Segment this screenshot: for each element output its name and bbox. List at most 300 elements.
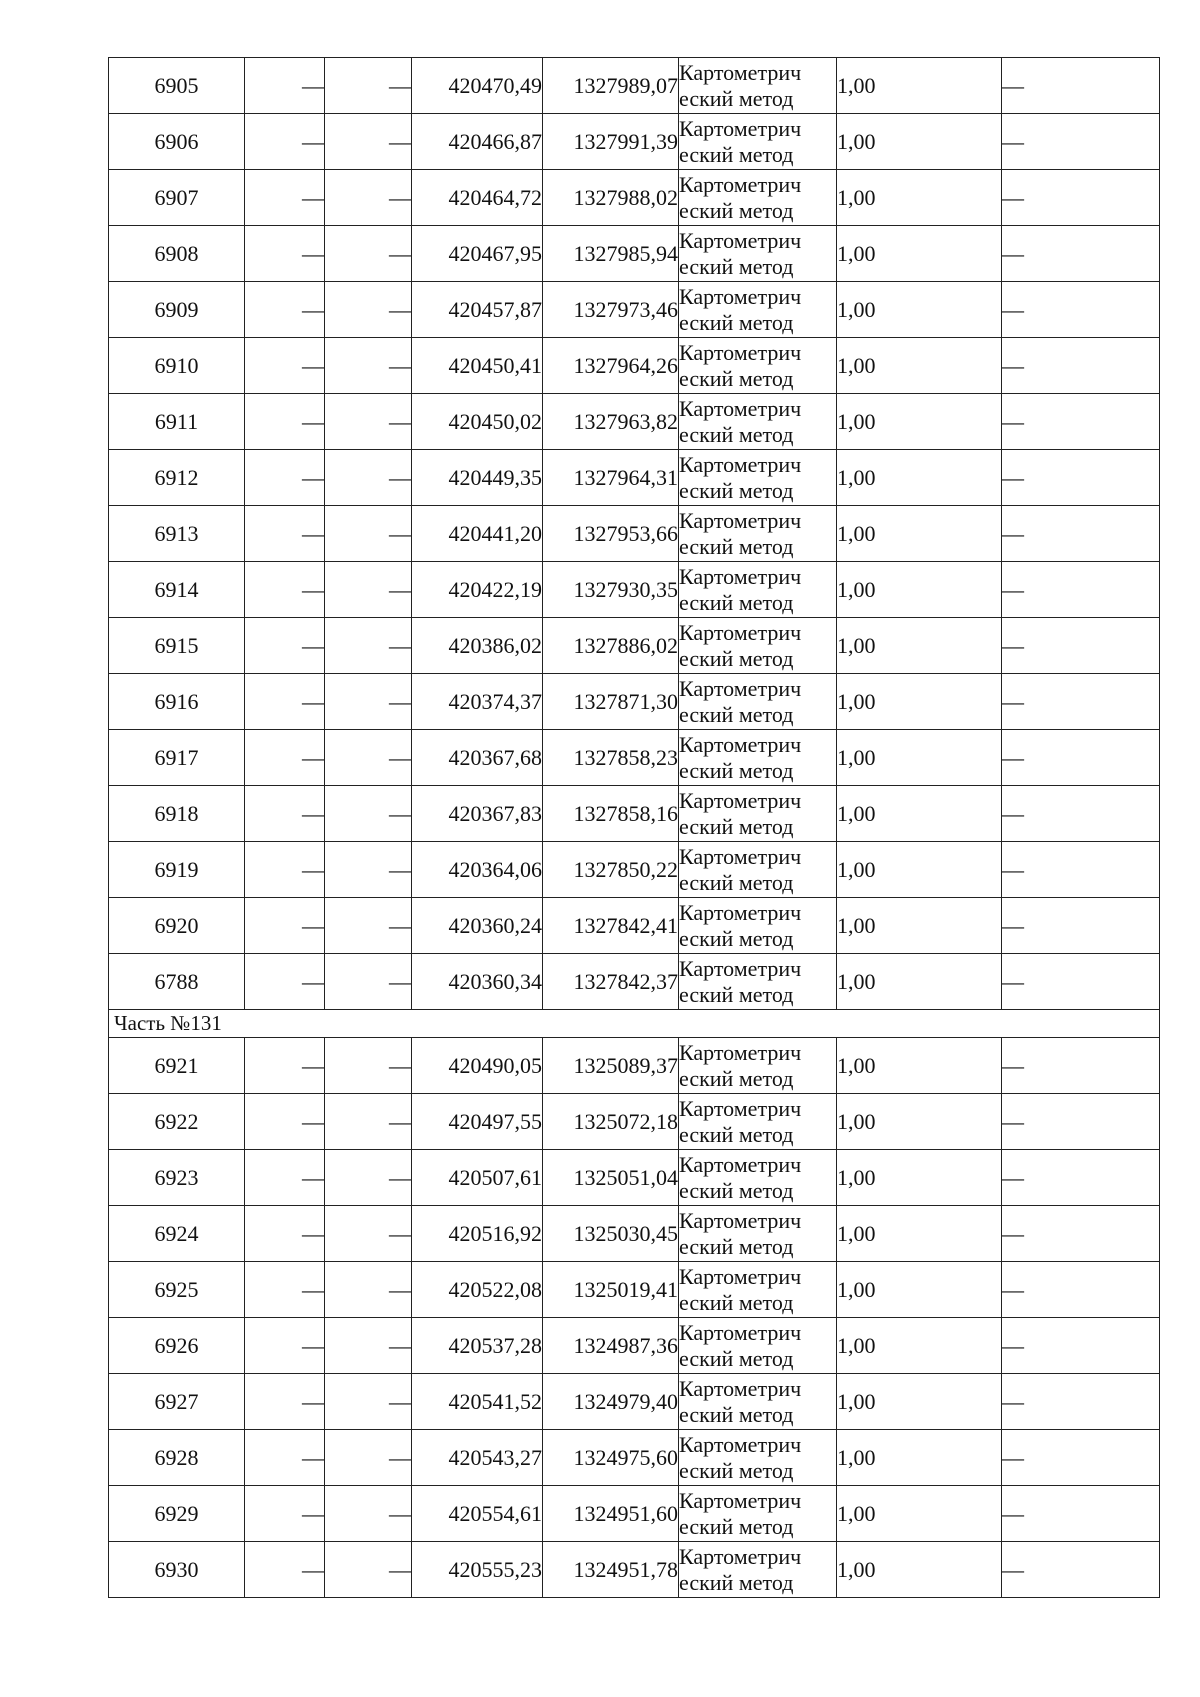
method-line2: еский метод xyxy=(679,981,794,1007)
coord-x: 420360,34 xyxy=(412,954,543,1010)
method-cell xyxy=(679,226,837,282)
accuracy-cell: 1,00 xyxy=(837,58,1002,114)
coord-y: 1327842,37 xyxy=(543,954,679,1010)
dash-cell: — xyxy=(1002,1206,1160,1262)
dash-cell: — xyxy=(1002,58,1160,114)
dash-cell: — xyxy=(1002,954,1160,1010)
coord-x: 420464,72 xyxy=(412,170,543,226)
coord-x: 420450,41 xyxy=(412,338,543,394)
dash-cell: — xyxy=(245,1374,325,1430)
accuracy-cell: 1,00 xyxy=(837,1374,1002,1430)
dash-cell: — xyxy=(1002,1038,1160,1094)
coord-y: 1324951,78 xyxy=(543,1542,679,1598)
table-row xyxy=(109,450,1160,506)
coord-x: 420507,61 xyxy=(412,1150,543,1206)
coord-x: 420422,19 xyxy=(412,562,543,618)
method-line2: еский метод xyxy=(679,1569,794,1595)
point-number: 6788 xyxy=(109,954,245,1010)
dash-cell: — xyxy=(325,1486,412,1542)
dash-cell: — xyxy=(245,730,325,786)
coord-x: 420541,52 xyxy=(412,1374,543,1430)
point-number: 6908 xyxy=(109,226,245,282)
method-cell xyxy=(679,338,837,394)
coord-y: 1324987,36 xyxy=(543,1318,679,1374)
method-line1: Картометрич xyxy=(679,1207,802,1233)
method-cell xyxy=(679,1150,837,1206)
dash-cell: — xyxy=(325,1038,412,1094)
coord-y: 1327842,41 xyxy=(543,898,679,954)
accuracy-cell: 1,00 xyxy=(837,674,1002,730)
coord-x: 420367,68 xyxy=(412,730,543,786)
coord-y: 1325072,18 xyxy=(543,1094,679,1150)
table-row xyxy=(109,898,1160,954)
dash-cell: — xyxy=(245,338,325,394)
dash-cell: — xyxy=(325,1374,412,1430)
method-line2: еский метод xyxy=(679,701,794,727)
dash-cell: — xyxy=(245,506,325,562)
dash-cell: — xyxy=(245,450,325,506)
point-number: 6922 xyxy=(109,1094,245,1150)
method-cell xyxy=(679,1374,837,1430)
accuracy-cell: 1,00 xyxy=(837,506,1002,562)
coord-x: 420522,08 xyxy=(412,1262,543,1318)
dash-cell: — xyxy=(1002,394,1160,450)
point-number: 6923 xyxy=(109,1150,245,1206)
coord-x: 420441,20 xyxy=(412,506,543,562)
coord-x: 420467,95 xyxy=(412,226,543,282)
accuracy-cell: 1,00 xyxy=(837,842,1002,898)
method-line1: Картометрич xyxy=(679,283,802,309)
method-line2: еский метод xyxy=(679,813,794,839)
dash-cell: — xyxy=(245,1486,325,1542)
dash-cell: — xyxy=(1002,450,1160,506)
method-line2: еский метод xyxy=(679,1233,794,1259)
dash-cell: — xyxy=(1002,842,1160,898)
dash-cell: — xyxy=(245,618,325,674)
dash-cell: — xyxy=(325,842,412,898)
dash-cell: — xyxy=(1002,1542,1160,1598)
coord-x: 420450,02 xyxy=(412,394,543,450)
coord-y: 1327953,66 xyxy=(543,506,679,562)
dash-cell: — xyxy=(325,282,412,338)
accuracy-cell: 1,00 xyxy=(837,786,1002,842)
method-line2: еский метод xyxy=(679,85,794,111)
dash-cell: — xyxy=(325,338,412,394)
point-number: 6911 xyxy=(109,394,245,450)
dash-cell: — xyxy=(325,1542,412,1598)
coord-y: 1327991,39 xyxy=(543,114,679,170)
dash-cell: — xyxy=(245,1094,325,1150)
method-line2: еский метод xyxy=(679,309,794,335)
point-number: 6924 xyxy=(109,1206,245,1262)
point-number: 6920 xyxy=(109,898,245,954)
method-line1: Картометрич xyxy=(679,59,802,85)
coord-y: 1327989,07 xyxy=(543,58,679,114)
table-row xyxy=(109,618,1160,674)
point-number: 6917 xyxy=(109,730,245,786)
method-cell xyxy=(679,1094,837,1150)
method-line1: Картометрич xyxy=(679,339,802,365)
dash-cell: — xyxy=(1002,1430,1160,1486)
method-line1: Картометрич xyxy=(679,563,802,589)
method-line2: еский метод xyxy=(679,869,794,895)
coord-y: 1327964,31 xyxy=(543,450,679,506)
dash-cell: — xyxy=(245,562,325,618)
dash-cell: — xyxy=(245,1150,325,1206)
dash-cell: — xyxy=(1002,898,1160,954)
method-cell xyxy=(679,1542,837,1598)
dash-cell: — xyxy=(325,562,412,618)
coord-y: 1327973,46 xyxy=(543,282,679,338)
accuracy-cell: 1,00 xyxy=(837,618,1002,674)
dash-cell: — xyxy=(1002,506,1160,562)
point-number: 6905 xyxy=(109,58,245,114)
dash-cell: — xyxy=(1002,674,1160,730)
coord-y: 1327964,26 xyxy=(543,338,679,394)
table-row xyxy=(109,1094,1160,1150)
dash-cell: — xyxy=(245,114,325,170)
dash-cell: — xyxy=(1002,1150,1160,1206)
method-line2: еский метод xyxy=(679,589,794,615)
method-line1: Картометрич xyxy=(679,731,802,757)
method-line1: Картометрич xyxy=(679,1095,802,1121)
point-number: 6929 xyxy=(109,1486,245,1542)
accuracy-cell: 1,00 xyxy=(837,226,1002,282)
dash-cell: — xyxy=(1002,730,1160,786)
table-row xyxy=(109,730,1160,786)
point-number: 6910 xyxy=(109,338,245,394)
method-line2: еский метод xyxy=(679,1457,794,1483)
coord-y: 1327988,02 xyxy=(543,170,679,226)
table-row xyxy=(109,58,1160,114)
dash-cell: — xyxy=(1002,114,1160,170)
method-cell xyxy=(679,58,837,114)
coord-y: 1327858,23 xyxy=(543,730,679,786)
method-line2: еский метод xyxy=(679,1289,794,1315)
coord-y: 1327858,16 xyxy=(543,786,679,842)
method-line1: Картометрич xyxy=(679,1319,802,1345)
table-row xyxy=(109,1374,1160,1430)
method-line1: Картометрич xyxy=(679,451,802,477)
method-line1: Картометрич xyxy=(679,955,802,981)
accuracy-cell: 1,00 xyxy=(837,450,1002,506)
table-row xyxy=(109,506,1160,562)
accuracy-cell: 1,00 xyxy=(837,1430,1002,1486)
coord-y: 1325089,37 xyxy=(543,1038,679,1094)
accuracy-cell: 1,00 xyxy=(837,1038,1002,1094)
point-number: 6907 xyxy=(109,170,245,226)
dash-cell: — xyxy=(325,1262,412,1318)
method-cell xyxy=(679,506,837,562)
coord-x: 420516,92 xyxy=(412,1206,543,1262)
table-row xyxy=(109,1542,1160,1598)
method-cell xyxy=(679,730,837,786)
table-row xyxy=(109,1318,1160,1374)
accuracy-cell: 1,00 xyxy=(837,338,1002,394)
table-row xyxy=(109,394,1160,450)
coord-y: 1324979,40 xyxy=(543,1374,679,1430)
table-row xyxy=(109,842,1160,898)
dash-cell: — xyxy=(325,730,412,786)
method-cell xyxy=(679,450,837,506)
method-line1: Картометрич xyxy=(679,1151,802,1177)
dash-cell: — xyxy=(1002,1318,1160,1374)
method-line2: еский метод xyxy=(679,477,794,503)
accuracy-cell: 1,00 xyxy=(837,1150,1002,1206)
dash-cell: — xyxy=(245,1262,325,1318)
method-line1: Картометрич xyxy=(679,395,802,421)
dash-cell: — xyxy=(245,954,325,1010)
method-cell xyxy=(679,114,837,170)
dash-cell: — xyxy=(325,618,412,674)
dash-cell: — xyxy=(1002,618,1160,674)
part-label: Часть №131 xyxy=(109,1010,1160,1038)
accuracy-cell: 1,00 xyxy=(837,1486,1002,1542)
point-number: 6916 xyxy=(109,674,245,730)
method-line2: еский метод xyxy=(679,365,794,391)
dash-cell: — xyxy=(1002,1262,1160,1318)
dash-cell: — xyxy=(325,1094,412,1150)
table-row xyxy=(109,786,1160,842)
dash-cell: — xyxy=(245,394,325,450)
method-cell xyxy=(679,1206,837,1262)
dash-cell: — xyxy=(1002,282,1160,338)
dash-cell: — xyxy=(245,1430,325,1486)
method-line1: Картометрич xyxy=(679,1375,802,1401)
dash-cell: — xyxy=(325,170,412,226)
dash-cell: — xyxy=(325,1206,412,1262)
dash-cell: — xyxy=(245,282,325,338)
point-number: 6927 xyxy=(109,1374,245,1430)
method-line2: еский метод xyxy=(679,253,794,279)
method-line1: Картометрич xyxy=(679,507,802,533)
coord-x: 420466,87 xyxy=(412,114,543,170)
accuracy-cell: 1,00 xyxy=(837,282,1002,338)
method-cell xyxy=(679,394,837,450)
method-cell xyxy=(679,1262,837,1318)
coord-x: 420497,55 xyxy=(412,1094,543,1150)
method-line2: еский метод xyxy=(679,421,794,447)
method-line1: Картометрич xyxy=(679,171,802,197)
table-row xyxy=(109,1486,1160,1542)
accuracy-cell: 1,00 xyxy=(837,898,1002,954)
coord-x: 420449,35 xyxy=(412,450,543,506)
point-number: 6918 xyxy=(109,786,245,842)
table-row xyxy=(109,1150,1160,1206)
coordinates-table xyxy=(108,57,1160,1598)
coord-x: 420457,87 xyxy=(412,282,543,338)
method-line2: еский метод xyxy=(679,1513,794,1539)
table-row xyxy=(109,338,1160,394)
dash-cell: — xyxy=(325,394,412,450)
coord-y: 1325019,41 xyxy=(543,1262,679,1318)
dash-cell: — xyxy=(1002,226,1160,282)
point-number: 6913 xyxy=(109,506,245,562)
dash-cell: — xyxy=(245,1542,325,1598)
method-line1: Картометрич xyxy=(679,1039,802,1065)
dash-cell: — xyxy=(245,226,325,282)
coord-x: 420543,27 xyxy=(412,1430,543,1486)
coord-x: 420490,05 xyxy=(412,1038,543,1094)
accuracy-cell: 1,00 xyxy=(837,114,1002,170)
method-line1: Картометрич xyxy=(679,1263,802,1289)
method-line1: Картометрич xyxy=(679,787,802,813)
table-row xyxy=(109,954,1160,1010)
dash-cell: — xyxy=(245,1038,325,1094)
point-number: 6919 xyxy=(109,842,245,898)
accuracy-cell: 1,00 xyxy=(837,170,1002,226)
dash-cell: — xyxy=(325,226,412,282)
point-number: 6906 xyxy=(109,114,245,170)
dash-cell: — xyxy=(325,1150,412,1206)
dash-cell: — xyxy=(325,1430,412,1486)
method-cell xyxy=(679,1486,837,1542)
coord-y: 1325051,04 xyxy=(543,1150,679,1206)
coord-y: 1327850,22 xyxy=(543,842,679,898)
method-line1: Картометрич xyxy=(679,899,802,925)
coord-x: 420470,49 xyxy=(412,58,543,114)
table-row xyxy=(109,226,1160,282)
dash-cell: — xyxy=(245,58,325,114)
dash-cell: — xyxy=(245,674,325,730)
coord-y: 1327985,94 xyxy=(543,226,679,282)
table-body-part-131 xyxy=(109,1038,1160,1598)
point-number: 6925 xyxy=(109,1262,245,1318)
coord-x: 420374,37 xyxy=(412,674,543,730)
point-number: 6926 xyxy=(109,1318,245,1374)
dash-cell: — xyxy=(325,898,412,954)
method-line2: еский метод xyxy=(679,1401,794,1427)
accuracy-cell: 1,00 xyxy=(837,730,1002,786)
accuracy-cell: 1,00 xyxy=(837,1262,1002,1318)
dash-cell: — xyxy=(1002,562,1160,618)
coord-y: 1324951,60 xyxy=(543,1486,679,1542)
dash-cell: — xyxy=(1002,1374,1160,1430)
table-row xyxy=(109,1430,1160,1486)
method-line2: еский метод xyxy=(679,1345,794,1371)
method-line1: Картометрич xyxy=(679,1431,802,1457)
coord-y: 1324975,60 xyxy=(543,1430,679,1486)
method-line2: еский метод xyxy=(679,533,794,559)
point-number: 6909 xyxy=(109,282,245,338)
coord-x: 420555,23 xyxy=(412,1542,543,1598)
method-cell xyxy=(679,1038,837,1094)
dash-cell: — xyxy=(325,114,412,170)
accuracy-cell: 1,00 xyxy=(837,394,1002,450)
method-cell xyxy=(679,674,837,730)
method-line1: Картометрич xyxy=(679,115,802,141)
dash-cell: — xyxy=(245,170,325,226)
dash-cell: — xyxy=(325,450,412,506)
table-row xyxy=(109,170,1160,226)
method-line2: еский метод xyxy=(679,925,794,951)
coord-x: 420367,83 xyxy=(412,786,543,842)
table-row xyxy=(109,1038,1160,1094)
coord-y: 1327886,02 xyxy=(543,618,679,674)
table-row xyxy=(109,674,1160,730)
coord-y: 1325030,45 xyxy=(543,1206,679,1262)
method-cell xyxy=(679,170,837,226)
method-cell xyxy=(679,954,837,1010)
dash-cell: — xyxy=(325,1318,412,1374)
method-line2: еский метод xyxy=(679,197,794,223)
dash-cell: — xyxy=(245,842,325,898)
dash-cell: — xyxy=(1002,786,1160,842)
coord-y: 1327963,82 xyxy=(543,394,679,450)
dash-cell: — xyxy=(245,898,325,954)
coord-x: 420386,02 xyxy=(412,618,543,674)
method-cell xyxy=(679,562,837,618)
table-row xyxy=(109,114,1160,170)
dash-cell: — xyxy=(1002,170,1160,226)
table-row xyxy=(109,562,1160,618)
dash-cell: — xyxy=(1002,1486,1160,1542)
method-cell xyxy=(679,282,837,338)
point-number: 6914 xyxy=(109,562,245,618)
method-line2: еский метод xyxy=(679,645,794,671)
coord-x: 420554,61 xyxy=(412,1486,543,1542)
part-row xyxy=(109,1010,1160,1038)
method-line1: Картометрич xyxy=(679,227,802,253)
coord-x: 420360,24 xyxy=(412,898,543,954)
accuracy-cell: 1,00 xyxy=(837,1318,1002,1374)
table-body-points xyxy=(109,58,1160,1010)
accuracy-cell: 1,00 xyxy=(837,562,1002,618)
method-cell xyxy=(679,786,837,842)
coord-y: 1327930,35 xyxy=(543,562,679,618)
table-row xyxy=(109,1206,1160,1262)
method-cell xyxy=(679,1318,837,1374)
dash-cell: — xyxy=(325,954,412,1010)
method-line1: Картометрич xyxy=(679,1543,802,1569)
dash-cell: — xyxy=(325,674,412,730)
accuracy-cell: 1,00 xyxy=(837,1094,1002,1150)
table-section-header xyxy=(109,1010,1160,1038)
point-number: 6921 xyxy=(109,1038,245,1094)
method-line1: Картометрич xyxy=(679,619,802,645)
method-cell xyxy=(679,898,837,954)
point-number: 6915 xyxy=(109,618,245,674)
method-cell xyxy=(679,1430,837,1486)
point-number: 6928 xyxy=(109,1430,245,1486)
accuracy-cell: 1,00 xyxy=(837,1542,1002,1598)
method-line2: еский метод xyxy=(679,1065,794,1091)
coord-x: 420537,28 xyxy=(412,1318,543,1374)
method-line1: Картометрич xyxy=(679,843,802,869)
dash-cell: — xyxy=(245,1206,325,1262)
method-cell xyxy=(679,842,837,898)
accuracy-cell: 1,00 xyxy=(837,1206,1002,1262)
accuracy-cell: 1,00 xyxy=(837,954,1002,1010)
table-row xyxy=(109,282,1160,338)
method-line2: еский метод xyxy=(679,141,794,167)
method-cell xyxy=(679,618,837,674)
method-line2: еский метод xyxy=(679,1121,794,1147)
coord-x: 420364,06 xyxy=(412,842,543,898)
dash-cell: — xyxy=(1002,1094,1160,1150)
dash-cell: — xyxy=(1002,338,1160,394)
method-line1: Картометрич xyxy=(679,1487,802,1513)
method-line1: Картометрич xyxy=(679,675,802,701)
dash-cell: — xyxy=(245,786,325,842)
dash-cell: — xyxy=(325,58,412,114)
dash-cell: — xyxy=(245,1318,325,1374)
dash-cell: — xyxy=(325,506,412,562)
point-number: 6930 xyxy=(109,1542,245,1598)
method-line2: еский метод xyxy=(679,1177,794,1203)
method-line2: еский метод xyxy=(679,757,794,783)
coord-y: 1327871,30 xyxy=(543,674,679,730)
